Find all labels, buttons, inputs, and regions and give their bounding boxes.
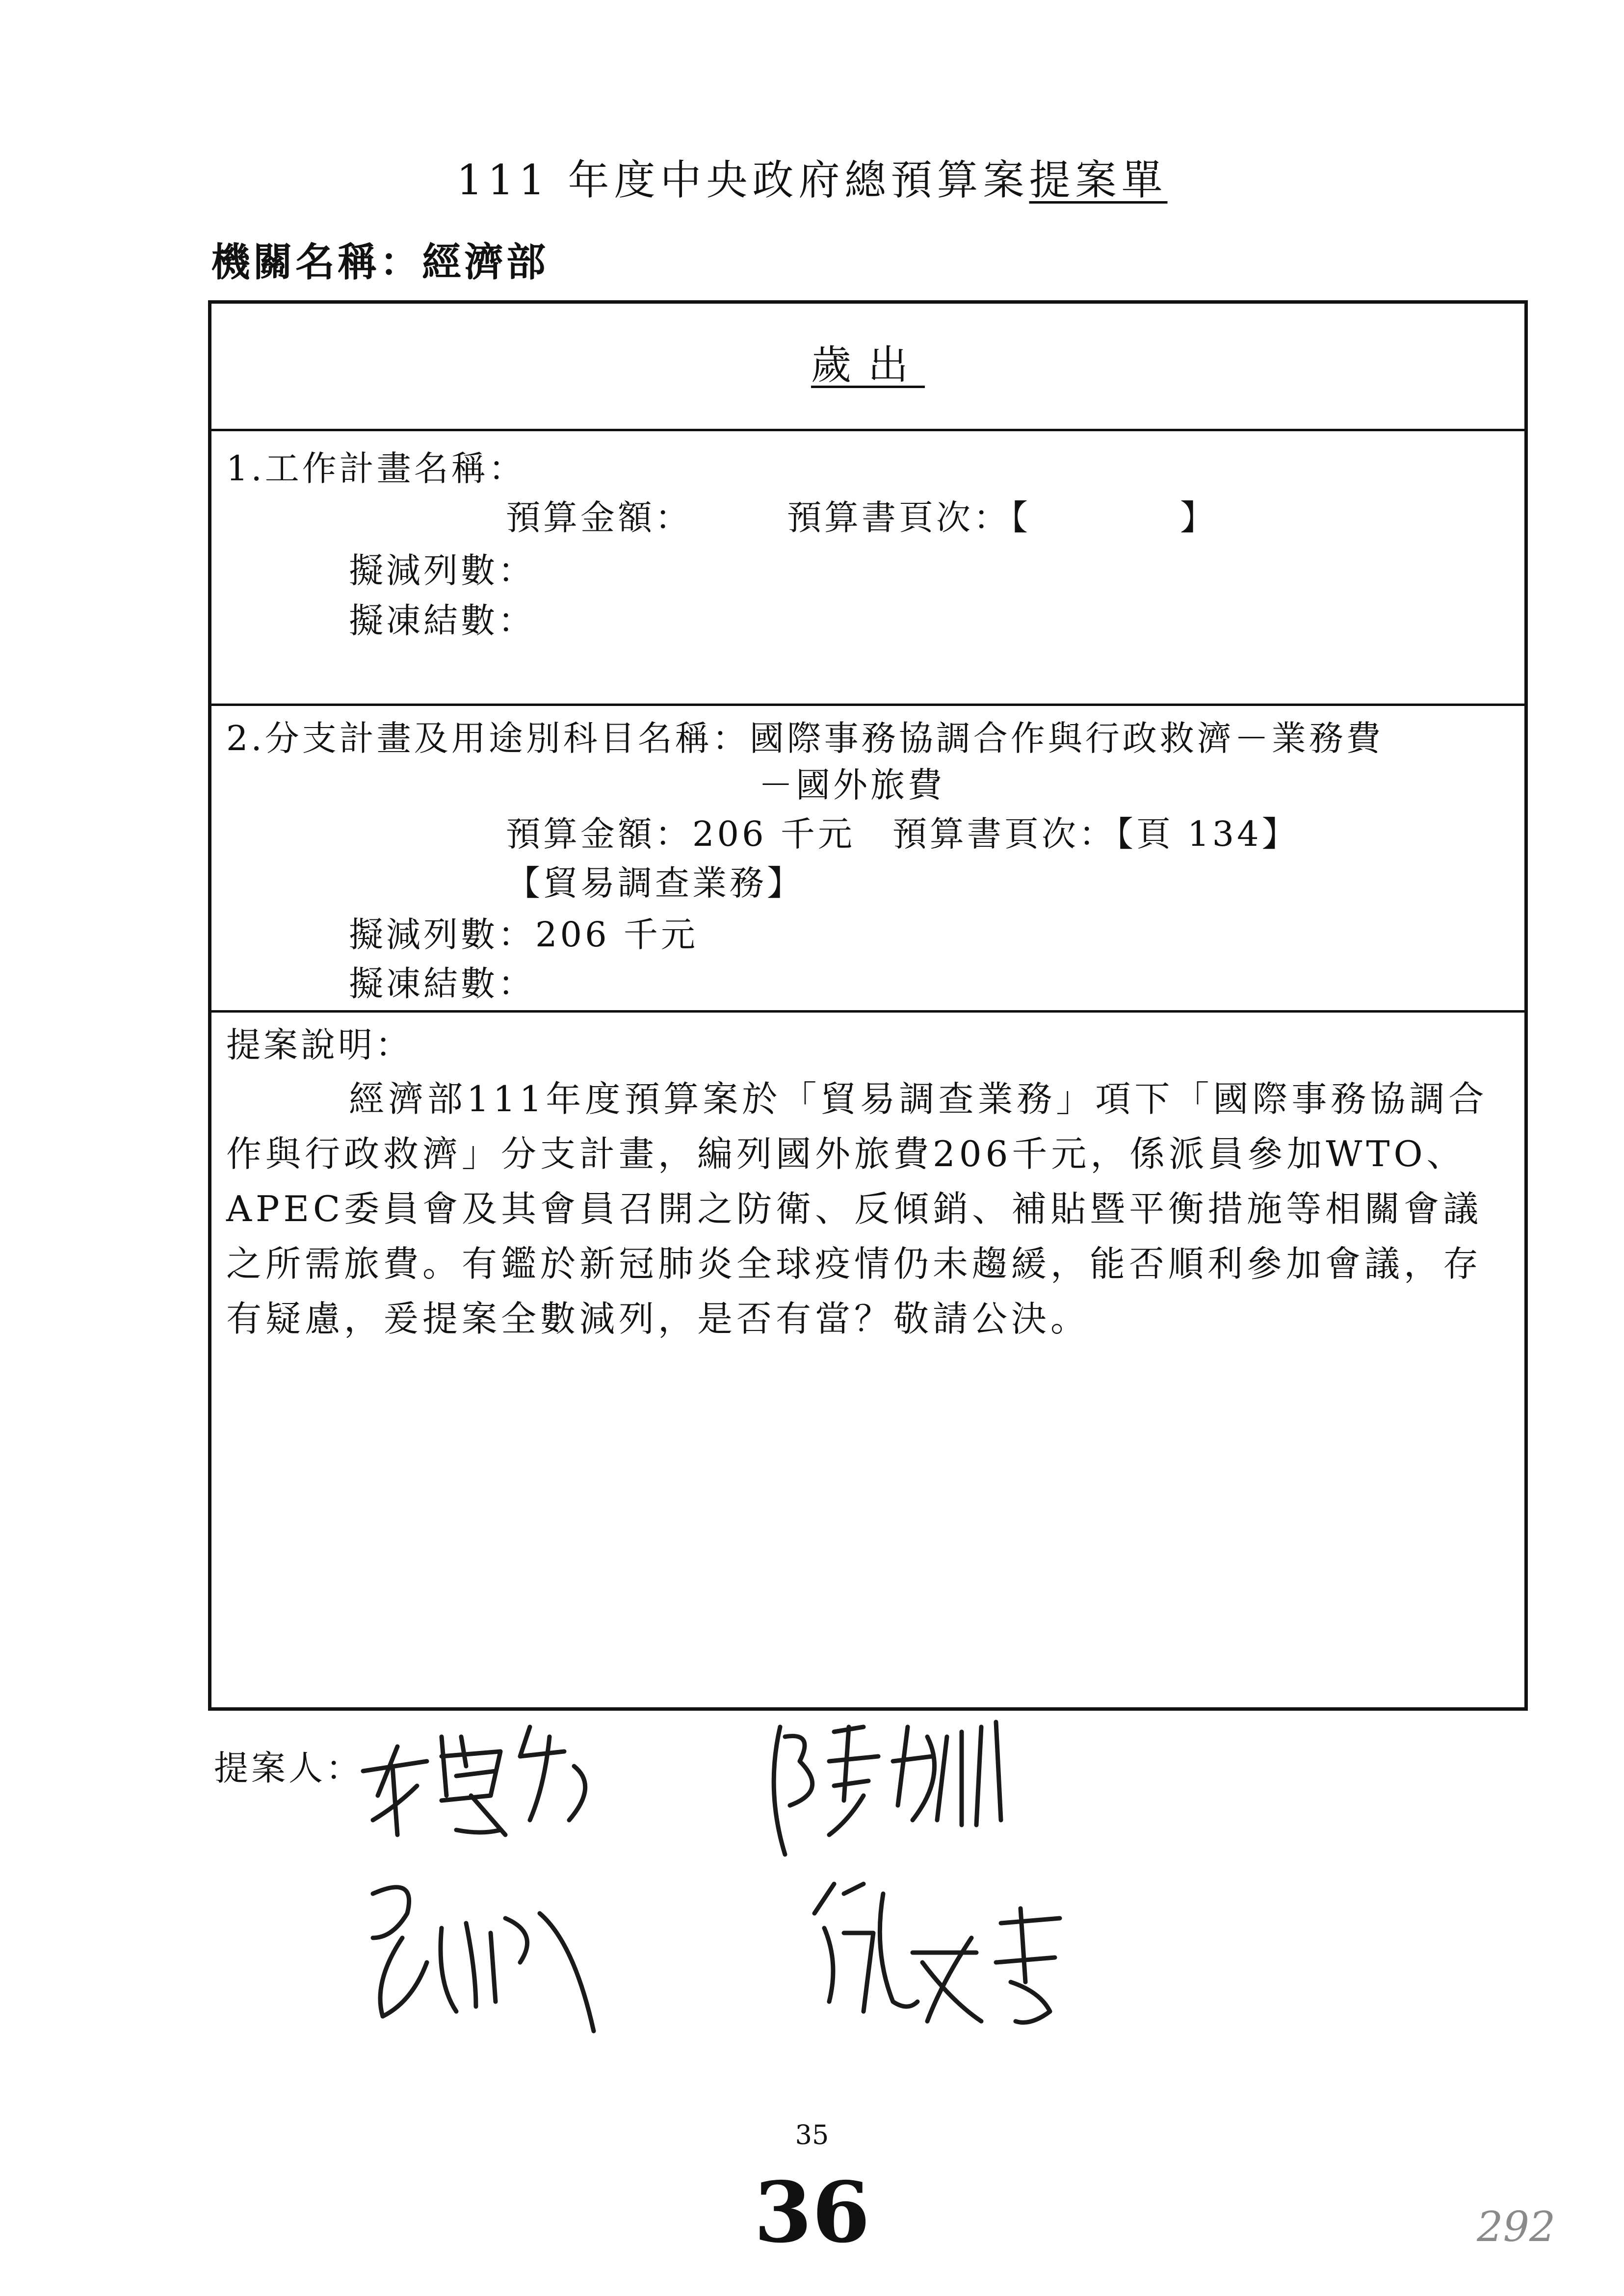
proposal-table bbox=[208, 300, 1528, 1711]
explanation-text: 經濟部111年度預算案於「貿易調查業務」項下「國際事務協調合作與行政救濟」分支計畫，編列國外旅費206千元，係派員參加WTO、APEC委員會及其會員召開之防衛、反傾銷、補貼暨平衡措施等相關會議之所需旅費。有鑑於新冠肺炎全球疫情仍未趨緩，能否順利參加會議，存有疑慮，爰提案全數減列，是否有當？敬請公決。 bbox=[226, 1078, 1488, 1339]
explanation-label: 提案說明： bbox=[226, 1025, 413, 1065]
section-1 bbox=[211, 431, 1524, 706]
page-number: 35 bbox=[795, 2119, 829, 2150]
section-2-freeze: 擬凍結數： bbox=[349, 964, 535, 1004]
table-header: 歲出 bbox=[811, 342, 925, 389]
section-1-budget: 預算金額： 預算書頁次：【 】 bbox=[506, 497, 1217, 538]
title-prefix: 111 年度中央政府總預算案 bbox=[456, 156, 1029, 204]
corner-note: 292 bbox=[1477, 2203, 1556, 2251]
section-2-label: 2.分支計畫及用途別科目名稱：國際事務協調合作與行政救濟－業務費 bbox=[226, 718, 1384, 758]
title-underlined: 提案單 bbox=[1029, 156, 1168, 204]
table-header-row bbox=[211, 304, 1524, 431]
document-title bbox=[0, 147, 1624, 207]
stamp-number: 36 bbox=[754, 2164, 870, 2262]
section-2-program: 【貿易調查業務】 bbox=[506, 863, 804, 903]
section-1-label: 1.工作計畫名稱： bbox=[226, 448, 526, 489]
section-2 bbox=[211, 706, 1524, 1013]
explanation-section bbox=[211, 1013, 1524, 1711]
agency-line: 機關名稱：經濟部 bbox=[211, 239, 549, 285]
section-1-reduce: 擬減列數： bbox=[349, 550, 535, 591]
proposer-label: 提案人： bbox=[214, 1748, 363, 1788]
section-1-freeze: 擬凍結數： bbox=[349, 600, 535, 641]
signatures-image bbox=[343, 1707, 1178, 2041]
section-2-budget: 預算金額：206 千元 預算書頁次：【頁 134】 bbox=[506, 814, 1299, 854]
section-2-reduce: 擬減列數：206 千元 bbox=[349, 914, 698, 955]
section-2-label-cont: －國外旅費 bbox=[759, 765, 945, 805]
